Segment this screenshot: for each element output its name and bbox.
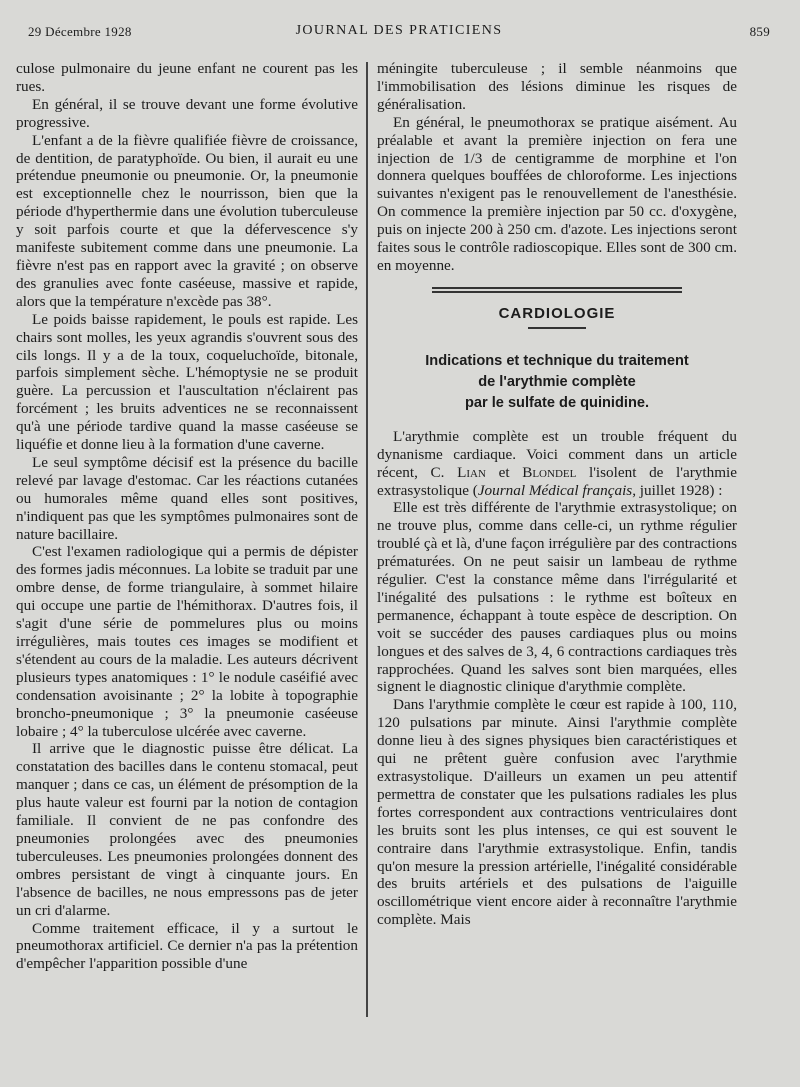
paragraph: En général, le pneumothorax se pratique aisément. Au préalable et avant la première injection on fera une injection de 1/3 de centigramme de morphine et l'on donnera quelques bouffées de chloroforme. Les injections suivantes n'exigent pas le renouvellement de l'anesthésie. On commence la première injection par 50 cc. d'oxygène, puis on injecte 200 à 250 cm. d'azote. Les injections seront faites sous le contrôle radioscopique. Elles sont de 300 cm. en moyenne.	[377, 113, 737, 274]
intro-text: L'arythmie complète est un trouble fréquent du dynanisme cardiaque. Voici comment dans un article récent, C.	[377, 427, 737, 481]
paragraph: Elle est très différente de l'arythmie extrasystolique; on ne trouve plus, comme dans celle-ci, un rythme régulier troublé çà et là, d'une façon irrégulière par des contractions prématurées. On ne peut saisir un lambeau de rythme régulier. C'est la constance même dans l'irrégularité et l'inégalité des pulsations : le rythme est boîteux en permanence, échappant à toute espèce de description. On voit se succéder des pauses cardiaques plus ou moins longues et des salves de 3, 4, 6 contractions cardiaques très rapprochées. Quand les salves sont bien marquées, elles signent le diagnostic clinique d'arythmie complète.	[377, 499, 737, 696]
author-name: Lian	[457, 463, 486, 481]
paragraph: méningite tuberculeuse ; il semble néanmoins que l'immobilisation des lésions diminue les risques de généralisation.	[377, 60, 737, 113]
right-column	[377, 60, 737, 929]
article-title-line: de l'arythmie complète	[478, 373, 636, 390]
running-header	[28, 22, 770, 44]
paragraph: Dans l'arythmie complète le cœur est rapide à 100, 110, 120 pulsations par minute. Ainsi l'arythmie complète donne lieu à des signes physiques bien caractéristiques et qui ne prêtent guère confusion avec l'arythmie extrasystolique. D'ailleurs un examen un peu attentif permettra de constater que les pulsations radiales les plus fortes correspondent aux contractions ventriculaires dont les bruits sont les plus intenses, ce qui est souvent le contraire dans l'arythmie extrasystolique. Enfin, tandis qu'on mesure la pression artérielle, l'inégalité considérable des bruits artériels et des pulsations de l'aiguille oscillométrique vient encore aider à reconnaître l'arythmie complète. Mais	[377, 696, 737, 929]
paragraph: Le seul symptôme décisif est la présence du bacille relevé par lavage d'estomac. Car les réactions cutanées ou humorales même quand elles sont positives, n'indiquent pas que les symptômes pulmonaires sont de nature bacillaire.	[16, 453, 358, 543]
journal-title: JOURNAL DES PRATICIENS	[295, 23, 503, 38]
paragraph: Le poids baisse rapidement, le pouls est rapide. Les chairs sont molles, les yeux agrandis s'ouvrent sous des cils longs. Il y a de la toux, coqueluchoïde, bitonale, parfois simplement sèche. L'hémoptysie ne se produit guère. La percussion et l'auscultation n'éclairent pas forcément ; les bruits adventices ne se reconnaissent qu'à une période tardive quand la masse caséeuse se liquéfie et donne lieu à la formation d'une caverne.	[16, 310, 358, 454]
paragraph: L'enfant a de la fièvre qualifiée fièvre de croissance, de dentition, de paratyphoïde. Ou bien, il aurait eu une prétendue pneumonie ou pneumonie. Or, la pneumonie est exceptionnelle chez le nourrisson, bien que la période d'hyperthermie dans une évolution tuberculeuse y soit parfois courte et que la défervescence s'y manifeste subitement comme dans une pneumonie. La fièvre n'est pas en rapport avec la gravité ; on observe des granulies avec fonte caséeuse, massive et rapide, alors que la température n'excède pas 38°.	[16, 131, 358, 310]
intro-text: l'isolent de l'arythmie extrasystolique (	[377, 463, 737, 499]
paragraph: culose pulmonaire du jeune enfant ne courent pas les rues.	[16, 60, 358, 95]
intro-paragraph	[377, 428, 737, 500]
page-number: 859	[749, 24, 770, 39]
article-title	[377, 351, 737, 414]
intro-text: et	[485, 463, 523, 481]
double-rule-separator	[432, 287, 682, 293]
column-divider	[366, 62, 368, 1017]
header-date: 29 Décembre 1928	[28, 24, 132, 39]
journal-citation: Journal Médical français	[477, 481, 633, 499]
section-heading: CARDIOLOGIE	[498, 304, 616, 322]
article-title-line: Indications et technique du traitement	[425, 352, 689, 369]
intro-text: , juillet 1928) :	[632, 481, 723, 499]
left-column	[16, 60, 358, 973]
paragraph: Comme traitement efficace, il y a surtout le pneumothorax artificiel. Ce dernier n'a pas la prétention d'empêcher l'apparition possible d'une	[16, 919, 358, 973]
paragraph: En général, il se trouve devant une forme évolutive progressive.	[16, 95, 358, 131]
paragraph: Il arrive que le diagnostic puisse être délicat. La constatation des bacilles dans le contenu stomacal, peut manquer ; dans ce cas, un élément de présomption de la plus haute valeur est fourni par la notion de contagion familiale. Il convient de ne pas confondre des pneumonies prolongées avec des pneumonies tuberculeuses. Les pneumonies prolongées donnent des ombres persistant de vingt à cinquante jours. En l'absence de bacilles, ne nous empressons pas de jeter un cri d'alarme.	[16, 740, 358, 919]
article-title-line: par le sulfate de quinidine.	[464, 394, 650, 411]
author-name: Blondel	[522, 463, 577, 481]
heading-underline	[528, 327, 586, 329]
paragraph: C'est l'examen radiologique qui a permis de dépister des formes jadis méconnues. La lobite se traduit par une ombre dense, de forme triangulaire, à sommet hilaire qui occupe une partie de l'hémithorax. D'autres fois, il s'agit d'une série de pommelures plus ou moins irrégulières, mais toutes ces images se modifient et s'étendent au cours de la maladie. Les auteurs décrivent plusieurs types anatomiques : 1° le nodule caséifié avec condensation avoisinante ; 2° la lobite à topographie broncho-pneumonique ; 3° la pneumonie caséeuse lobaire ; 4° la tuberculose ulcérée avec caverne.	[16, 543, 358, 740]
